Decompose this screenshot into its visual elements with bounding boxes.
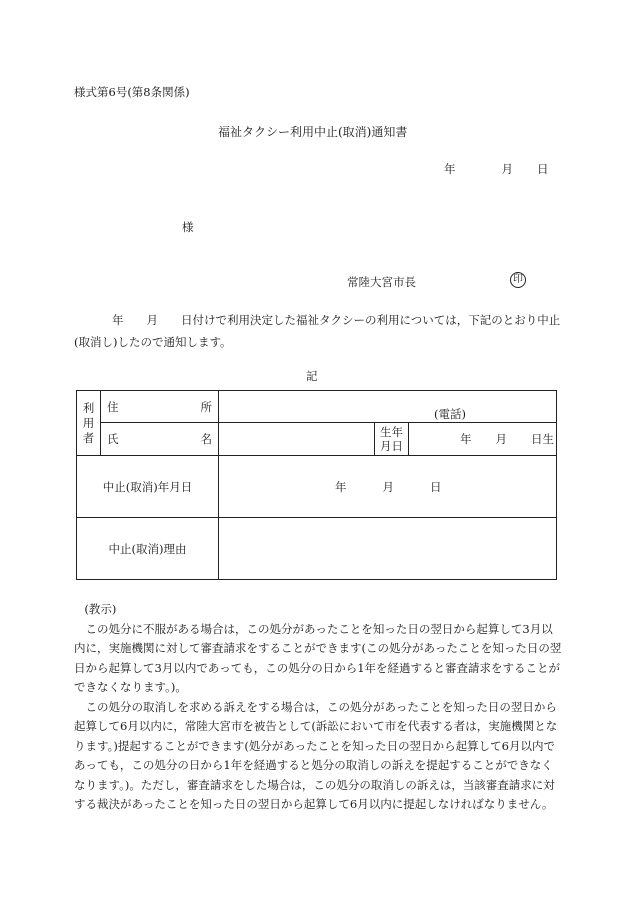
name-label: 氏 名 [101, 423, 219, 456]
birth-date-field: 年 月 日生 [409, 423, 557, 456]
notes-paragraph-2: この処分の取消しを求める訴えをする場合は，この処分があったことを知った日の翌日から起算して6月以内に，常陸大宮市を被告として(訴訟において市を代表する者は，実施機関となります。)提起することができます(処分があったことを知った日の翌日から起算して6月以内であっても，この処分の日から1年を経過すると処分の取消しの訴えを提起することができなくなります。)。ただし，審査請求をした場合は，この処分の取消しの訴えは，当該審査請求に対する裁決があったことを知った日の翌日から起算して6月以内に提起しなければなりません。 [74, 699, 558, 811]
stop-date-row [77, 456, 557, 518]
form-number: 様式第6号(第8条関係) [74, 85, 190, 99]
issuer-name: 常陸大宮市長 [347, 275, 416, 289]
issue-date-year: 年 [444, 162, 456, 176]
notice-body-text: 年 月 日付けで利用決定した福祉タクシーの利用については，下記のとおり中止(取消し)したので通知します。 [74, 313, 561, 349]
name-field [219, 423, 375, 456]
notes-paragraph-1: この処分に不服がある場合は，この処分があったことを知った日の翌日から起算して3月以内に，実施機関に対して審査請求をすることができます(この処分があったことを知った日の翌日から起算して3月以内であっても，この処分の日から1年を経過すると審査請求をすることができなくなります。)。 [74, 621, 562, 694]
notice-body [74, 309, 564, 353]
instruction-notes [74, 600, 564, 815]
address-field [219, 391, 557, 423]
issue-date [444, 161, 549, 177]
address-label: 住 所 [101, 391, 219, 423]
issue-date-day: 日 [537, 162, 549, 176]
issue-date-month: 月 [501, 162, 513, 176]
birth-label: 生年 月日 [375, 423, 409, 456]
stop-date-label: 中止(取消)年月日 [77, 456, 219, 518]
details-table [76, 390, 557, 580]
ki-heading: 記 [306, 369, 318, 383]
reason-row [77, 518, 557, 580]
document-title: 福祉タクシー利用中止(取消)通知書 [218, 125, 408, 139]
address-row [77, 391, 557, 423]
reason-label: 中止(取消)理由 [77, 518, 219, 580]
addressee-suffix: 様 [182, 220, 194, 234]
user-label: 利 用 者 [77, 391, 101, 456]
phone-label: (電話) [434, 407, 467, 421]
reason-field [219, 518, 557, 580]
stop-date-field: 年 月 日 [219, 456, 557, 518]
name-row [77, 423, 557, 456]
seal-mark: 印 [510, 272, 526, 288]
notes-heading: (教示) [84, 602, 117, 616]
